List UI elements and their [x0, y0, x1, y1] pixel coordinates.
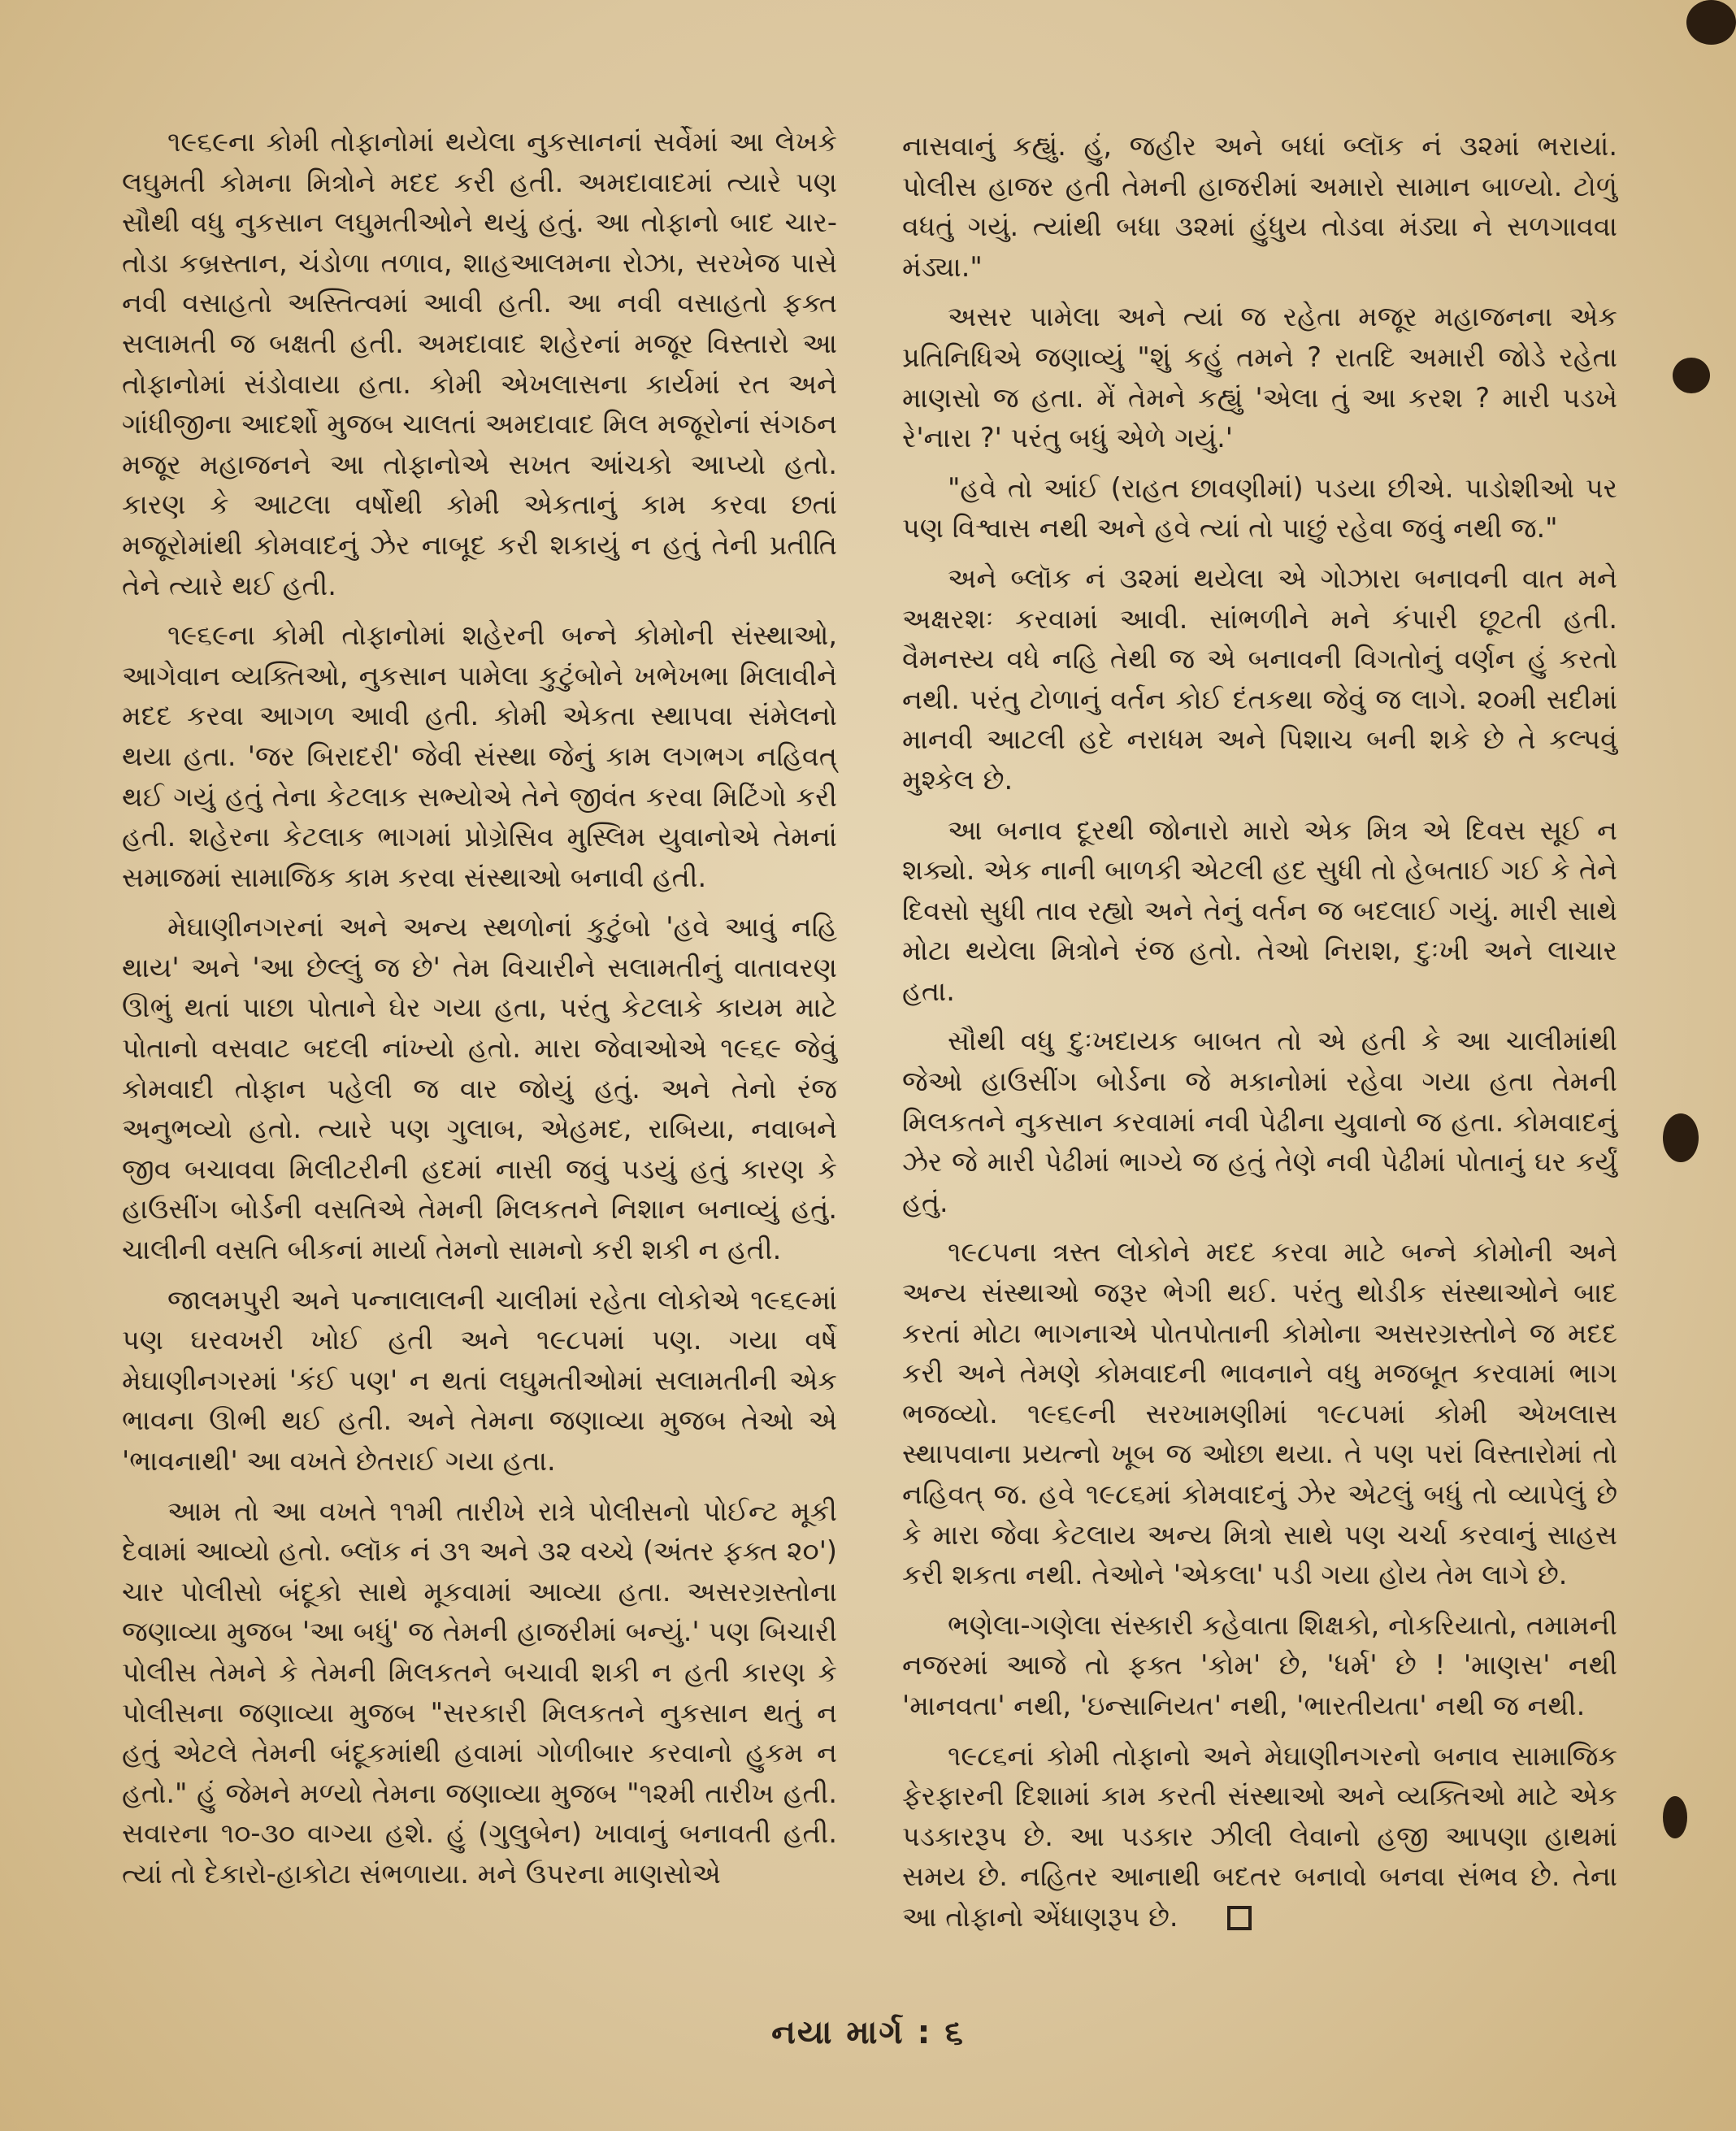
right-paragraph-1: નાસવાનું કહ્યું. હું, જહીર અને બધાં બ્લૉક નં ૩૨માં ભરાયાં. પોલીસ હાજર હતી તેમની હાજરીમાં અમારો સામાન બાળ્યો. ટોળું વધતું ગયું. ત્યાંથી બધા ૩૨માં હુંધુય તોડવા મંડ્યા ને સળગાવવા મંડ્યા."	[902, 130, 1617, 283]
right-paragraph-7: ૧૯૮૫ના ત્રસ્ત લોકોને મદદ કરવા માટે બન્ને કોમોની અને અન્ય સંસ્થાઓ જરૂર ભેગી થઈ. પરંતુ થોડીક સંસ્થાઓને બાદ કરતાં મોટા ભાગનાએ પોતપોતાની કોમોના અસરગ્રસ્તોને જ મદદ કરી અને તેમણે કોમવાદની ભાવનાને વધુ મજબૂત કરવામાં ભાગ ભજવ્યો. ૧૯૬૯ની સરખામણીમાં ૧૯૮૫માં કોમી એખલાસ સ્થાપવાના પ્રયત્નો ખૂબ જ ઓછા થયા. તે પણ પરાં વિસ્તારોમાં તો નહિવત્ જ. હવે ૧૯૮૬માં કોમવાદનું ઝેર એટલું બધું તો વ્યાપેલું છે કે મારા જેવા કેટલાય અન્ય મિત્રો સાથે પણ ચર્ચા કરવાનું સાહસ કરી શકતા નથી. તેઓને 'એકલા' પડી ગયા હોય તેમ લાગે છે.	[902, 1236, 1617, 1591]
right-column	[902, 126, 1617, 1947]
left-paragraph-2: ૧૯૬૯ના કોમી તોફાનોમાં શહેરની બન્ને કોમોની સંસ્થાઓ, આગેવાન વ્યક્તિઓ, નુકસાન પામેલા કુટુંબોને ખભેખભા મિલાવીને મદદ કરવા આગળ આવી હતી. કોમી એકતા સ્થાપવા સંમેલનો થયા હતા. 'જર બિરાદરી' જેવી સંસ્થા જેનું કામ લગભગ નહિવત્ થઈ ગયું હતું તેના કેટલાક સભ્યોએ તેને જીવંત કરવા મિટિંગો કરી હતી. શહેરના કેટલાક ભાગમાં પ્રોગ્રેસિવ મુસ્લિમ યુવાનોએ તેમનાં સમાજમાં સામાજિક કામ કરવા સંસ્થાઓ બનાવી હતી.	[122, 619, 837, 893]
page-damage-top	[1686, 0, 1736, 45]
left-column	[122, 122, 837, 1904]
page-damage-mid	[1663, 1113, 1699, 1162]
left-paragraph-4: જાલમપુરી અને પન્નાલાલની ચાલીમાં રહેતા લોકોએ ૧૯૬૯માં પણ ઘરવખરી ખોઈ હતી અને ૧૯૮૫માં પણ. ગયા વર્ષે મેઘાણીનગરમાં 'કંઈ પણ' ન થતાં લઘુમતીઓમાં સલામતીની એક ભાવના ઊભી થઈ હતી. અને તેમના જણાવ્યા મુજબ તેઓ એ 'ભાવનાથી' આ વખતે છેતરાઈ ગયા હતા.	[122, 1283, 837, 1477]
page-footer: નયા માર્ગ : ૬	[771, 2014, 965, 2051]
right-paragraph-9	[902, 1736, 1617, 1938]
page-damage-edge	[1673, 358, 1710, 393]
right-paragraph-6: સૌથી વધુ દુઃખદાયક બાબત તો એ હતી કે આ ચાલીમાંથી જેઓ હાઉસીંગ બોર્ડના જે મકાનોમાં રહેવા ગયા હતા તેમની મિલકતને નુકસાન કરવામાં નવી પેઢીના યુવાનો જ હતા. કોમવાદનું ઝેર જે મારી પેઢીમાં ભાગ્યે જ હતું તેણે નવી પેઢીમાં પોતાનું ઘર કર્યું હતું.	[902, 1025, 1617, 1218]
left-paragraph-5: આમ તો આ વખતે ૧૧મી તારીખે રાત્રે પોલીસનો પોઈન્ટ મૂકી દેવામાં આવ્યો હતો. બ્લૉક નં ૩૧ અને ૩૨ વચ્ચે (અંતર ફક્ત ૨૦') ચાર પોલીસો બંદૂકો સાથે મૂકવામાં આવ્યા હતા. અસરગ્રસ્તોના જણાવ્યા મુજબ 'આ બધું' જ તેમની હાજરીમાં બન્યું.' પણ બિચારી પોલીસ તેમને કે તેમની મિલકતને બચાવી શકી ન હતી કારણ કે પોલીસના જણાવ્યા મુજબ "સરકારી મિલકતને નુકસાન થતું ન હતું એટલે તેમની બંદૂકમાંથી હવામાં ગોળીબાર કરવાનો હુકમ ન હતો." હું જેમને મળ્યો તેમના જણાવ્યા મુજબ "૧૨મી તારીખ હતી. સવારના ૧૦-૩૦ વાગ્યા હશે. હું (ગુલુબેન) ખાવાનું બનાવતી હતી. ત્યાં તો દેકારો-હાકોટા સંભળાયા. મને ઉપરના માણસોએ	[122, 1495, 837, 1890]
right-paragraph-5: આ બનાવ દૂરથી જોનારો મારો એક મિત્ર એ દિવસ સૂઈ ન શક્યો. એક નાની બાળકી એટલી હદ સુધી તો હેબતાઈ ગઈ કે તેને દિવસો સુધી તાવ રહ્યો અને તેનું વર્તન જ બદલાઈ ગયું. મારી સાથે મોટા થયેલા મિત્રોને રંજ હતો. તેઓ નિરાશ, દુઃખી અને લાચાર હતા.	[902, 814, 1617, 1007]
right-paragraph-9-text: ૧૯૮૬નાં કોમી તોફાનો અને મેઘાણીનગરનો બનાવ સામાજિક ફેરફારની દિશામાં કામ કરતી સંસ્થાઓ અને વ્યક્તિઓ માટે એક પડકારરૂપ છે. આ પડકાર ઝીલી લેવાનો હજી આપણા હાથમાં સમય છે. નહિતર આનાથી બદતર બનાવો બનવા સંભવ છે. તેના આ તોફાનો એંધાણરૂપ છે.	[902, 1739, 1617, 1933]
left-paragraph-3: મેઘાણીનગરનાં અને અન્ય સ્થળોનાં કુટુંબો 'હવે આવું નહિ થાય' અને 'આ છેલ્લું જ છે' તેમ વિચારીને સલામતીનું વાતાવરણ ઊભું થતાં પાછા પોતાને ઘેર ગયા હતા, પરંતુ કેટલાકે કાયમ માટે પોતાનો વસવાટ બદલી નાંખ્યો હતો. મારા જેવાઓએ ૧૯૬૯ જેવું કોમવાદી તોફાન પહેલી જ વાર જોયું હતું. અને તેનો રંજ અનુભવ્યો હતો. ત્યારે પણ ગુલાબ, એહમદ, રાબિયા, નવાબને જીવ બચાવવા મિલીટરીની હદમાં નાસી જવું પડયું હતું કારણ કે હાઉસીંગ બોર્ડની વસતિએ તેમની મિલકતને નિશાન બનાવ્યું હતું. ચાલીની વસતિ બીકનાં માર્યા તેમનો સામનો કરી શકી ન હતી.	[122, 911, 837, 1266]
right-paragraph-2: અસર પામેલા અને ત્યાં જ રહેતા મજૂર મહાજનના એક પ્રતિનિધિએ જણાવ્યું "શું કહું તમને ? રાતદિ અમારી જોડે રહેતા માણસો જ હતા. મેં તેમને કહ્યું 'એલા તું આ કરશ ? મારી પડખે રે'નારા ?' પરંતુ બધું એળે ગયું.'	[902, 301, 1617, 454]
right-paragraph-3: "હવે તો આંઈ (રાહત છાવણીમાં) પડયા છીએ. પાડોશીઓ પર પણ વિશ્વાસ નથી અને હવે ત્યાં તો પાછું રહેવા જવું નથી જ."	[902, 471, 1617, 545]
right-paragraph-8: ભણેલા-ગણેલા સંસ્કારી કહેવાતા શિક્ષકો, નોકરિયાતો, તમામની નજરમાં આજે તો ફક્ત 'કોમ' છે, 'ધર્મ' છે ! 'માણસ' નથી 'માનવતા' નથી, 'ઇન્સાનિયત' નથી, 'ભારતીયતા' નથી જ નથી.	[902, 1608, 1617, 1721]
right-paragraph-4: અને બ્લૉક નં ૩૨માં થયેલા એ ગોઝારા બનાવની વાત મને અક્ષરશઃ કરવામાં આવી. સાંભળીને મને કંપારી છૂટતી હતી. વૈમનસ્ય વધે નહિ તેથી જ એ બનાવની વિગતોનું વર્ણન હું કરતો નથી. પરંતુ ટોળાનું વર્તન કોઈ દંતકથા જેવું જ લાગે. ૨૦મી સદીમાં માનવી આટલી હદે નરાધમ અને પિશાચ બની શકે છે તે કલ્પવું મુશ્કેલ છે.	[902, 562, 1617, 796]
left-paragraph-1: ૧૯૬૯ના કોમી તોફાનોમાં થયેલા નુકસાનનાં સર્વેમાં આ લેખકે લઘુમતી કોમના મિત્રોને મદદ કરી હતી. અમદાવાદમાં ત્યારે પણ સૌથી વધુ નુકસાન લઘુમતીઓને થયું હતું. આ તોફાનો બાદ ચાર-તોડા કબ્રસ્તાન, ચંડોળા તળાવ, શાહઆલમના રોઝા, સરખેજ પાસે નવી વસાહતો અસ્તિત્વમાં આવી હતી. આ નવી વસાહતો ફક્ત સલામતી જ બક્ષતી હતી. અમદાવાદ શહેરનાં મજૂર વિસ્તારો આ તોફાનોમાં સંડોવાયા હતા. કોમી એખલાસના કાર્યમાં રત અને ગાંધીજીના આદર્શો મુજબ ચાલતાં અમદાવાદ મિલ મજૂરોનાં સંગઠન મજૂર મહાજનને આ તોફાનોએ સખત આંચકો આપ્યો હતો. કારણ કે આટલા વર્ષોથી કોમી એકતાનું કામ કરવા છતાં મજૂરોમાંથી કોમવાદનું ઝેર નાબૂદ કરી શકાયું ન હતું તેની પ્રતીતિ તેને ત્યારે થઈ હતી.	[122, 126, 837, 601]
end-of-article-box-icon	[1227, 1906, 1252, 1930]
page-damage-lower	[1663, 1796, 1687, 1838]
